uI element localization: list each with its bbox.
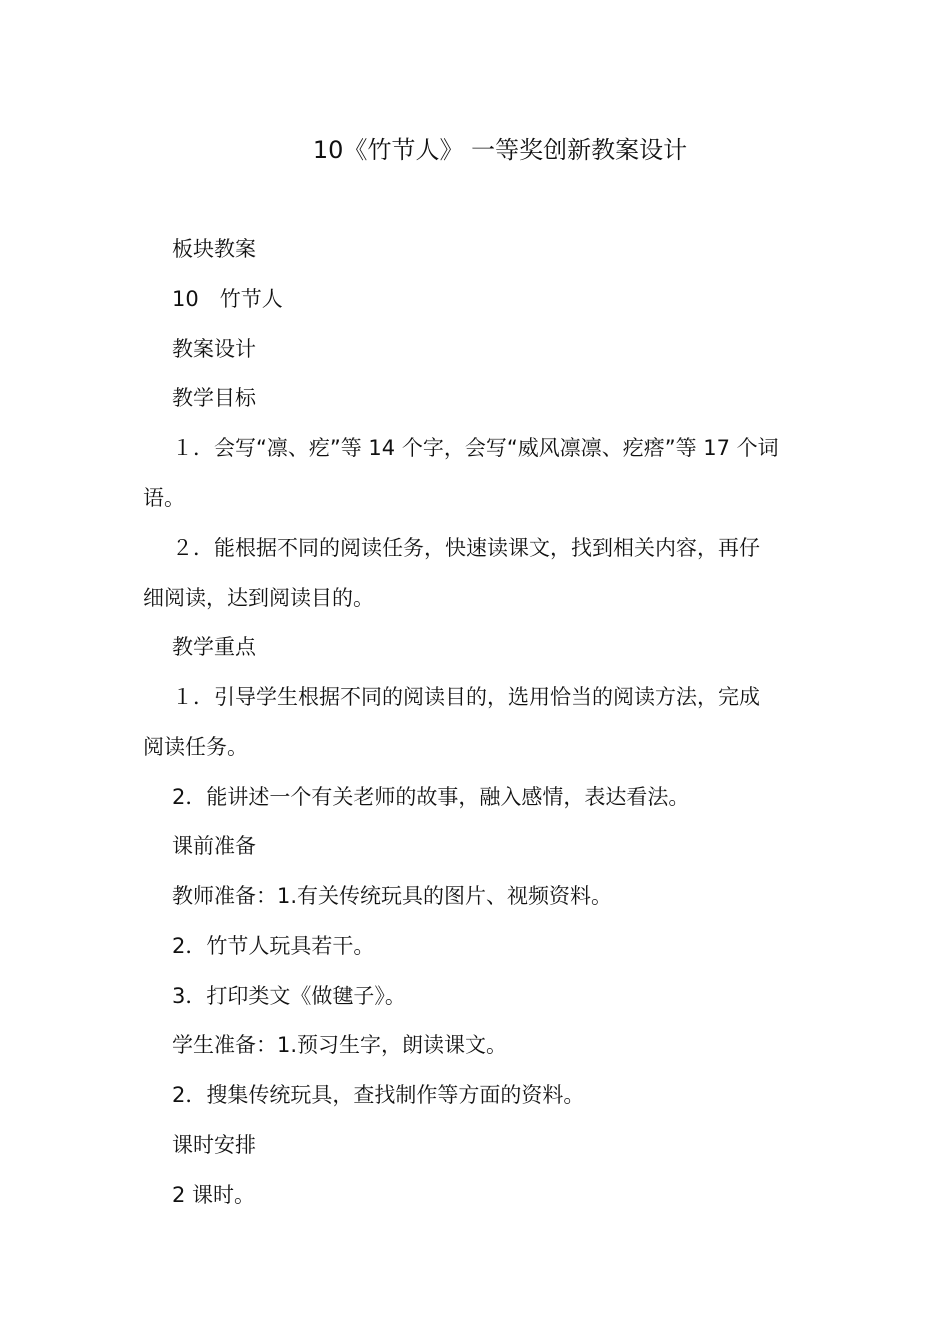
goal-item-2: ２．能根据不同的阅读任务，快速读课文，找到相关内容，再仔: [172, 536, 760, 560]
section-heading-preparation: 课前准备: [172, 834, 256, 858]
key-point-item-1-continued: 阅读任务。: [143, 735, 248, 759]
section-heading-goals: 教学目标: [172, 386, 256, 410]
teacher-prep-item-3: 3．打印类文《做毽子》。: [172, 984, 406, 1008]
key-point-item-1: １．引导学生根据不同的阅读目的，选用恰当的阅读方法，完成: [172, 685, 760, 709]
student-prep-item-1: 学生准备：1.预习生字，朗读课文。: [172, 1033, 508, 1057]
section-heading-key-points: 教学重点: [172, 635, 256, 659]
key-point-item-2: 2．能讲述一个有关老师的故事，融入感情，表达看法。: [172, 785, 690, 809]
lesson-title: 10 竹节人: [172, 287, 283, 311]
section-heading-plan-design: 教案设计: [172, 337, 256, 361]
teacher-prep-item-2: 2．竹节人玩具若干。: [172, 934, 375, 958]
section-heading-module-plan: 板块教案: [172, 237, 256, 261]
goal-item-1: １．会写“凛、疙”等 14 个字，会写“威风凛凛、疙瘩”等 17 个词: [172, 436, 779, 460]
document-title: 10《竹节人》 一等奖创新教案设计: [312, 136, 688, 164]
schedule-value: 2 课时。: [172, 1183, 256, 1207]
section-heading-schedule: 课时安排: [172, 1133, 256, 1157]
goal-item-1-continued: 语。: [143, 486, 185, 510]
student-prep-item-2: 2．搜集传统玩具，查找制作等方面的资料。: [172, 1083, 585, 1107]
teacher-prep-item-1: 教师准备：1.有关传统玩具的图片、视频资料。: [172, 884, 613, 908]
goal-item-2-continued: 细阅读，达到阅读目的。: [143, 586, 374, 610]
